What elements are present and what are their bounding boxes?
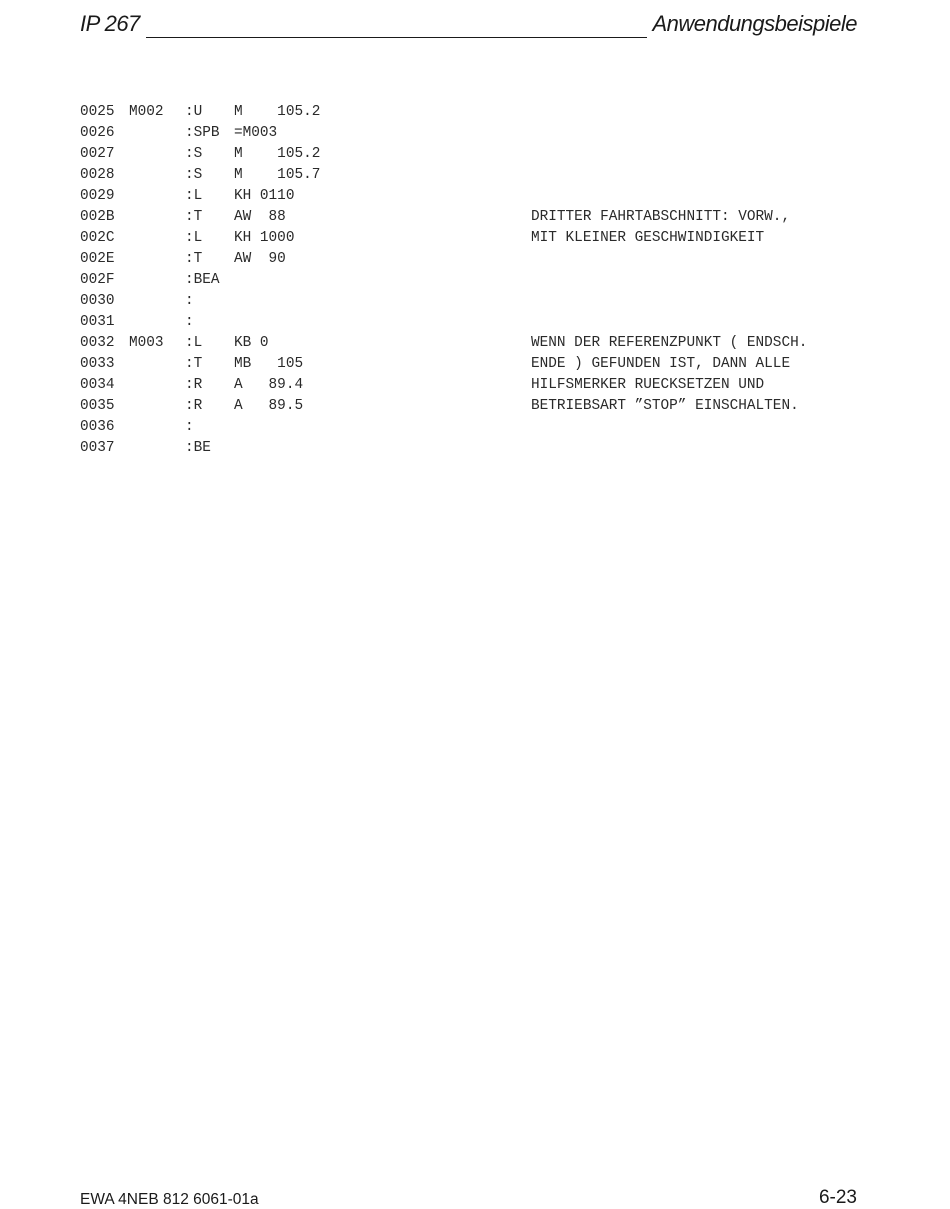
line-address: 0034 [80,377,115,393]
line-comment: HILFSMERKER RUECKSETZEN UND [531,377,765,393]
line-address: 0026 [80,125,115,141]
line-address: 002C [80,230,115,246]
line-operation: :SPB [185,125,220,141]
listing-line [80,312,870,333]
line-address: 002B [80,209,115,225]
header-rule [146,7,648,38]
line-address: 002E [80,251,115,267]
line-address: 0028 [80,167,115,183]
line-operand: AW 88 [234,209,286,225]
listing-line [80,354,870,375]
line-address: 0029 [80,188,115,204]
line-operand: M 105.2 [234,104,321,120]
line-address: 0037 [80,440,115,456]
line-operation: : [185,419,194,435]
line-operation: :R [185,398,203,414]
line-operand: KB 0 [234,335,269,351]
line-address: 0030 [80,293,115,309]
line-operand: AW 90 [234,251,286,267]
header-product-title: IP 267 [80,11,140,36]
line-operation: :BE [185,440,211,456]
line-address: 0036 [80,419,115,435]
line-operand: =M003 [234,125,278,141]
line-operand: M 105.7 [234,167,321,183]
listing-line [80,123,870,144]
line-operation: :T [185,209,203,225]
line-operation: :U [185,104,203,120]
footer-doc-number: EWA 4NEB 812 6061-01a [80,1191,259,1208]
listing-line [80,165,870,186]
line-operation: : [185,314,194,330]
listing-line [80,186,870,207]
line-comment: MIT KLEINER GESCHWINDIGKEIT [531,230,765,246]
line-comment: ENDE ) GEFUNDEN IST, DANN ALLE [531,356,791,372]
page-header [80,6,857,38]
line-operand: M 105.2 [234,146,321,162]
line-comment: BETRIEBSART ”STOP” EINSCHALTEN. [531,398,799,414]
listing-line [80,270,870,291]
line-operation: :L [185,188,203,204]
program-listing [80,102,870,459]
listing-line [80,249,870,270]
line-address: 002F [80,272,115,288]
line-address: 0027 [80,146,115,162]
listing-line [80,207,870,228]
line-operation: :T [185,356,203,372]
line-operand: MB 105 [234,356,304,372]
listing-line [80,102,870,123]
line-operand: KH 0110 [234,188,295,204]
listing-line [80,396,870,417]
line-operation: :R [185,377,203,393]
line-label: M003 [129,335,164,351]
line-address: 0032 [80,335,115,351]
line-comment: DRITTER FAHRTABSCHNITT: VORW., [531,209,791,225]
line-address: 0035 [80,398,115,414]
header-section-title: Anwendungsbeispiele [652,11,857,36]
line-operation: :L [185,230,203,246]
line-operand: KH 1000 [234,230,295,246]
line-address: 0025 [80,104,115,120]
listing-line [80,375,870,396]
footer-page-number: 6-23 [818,1187,857,1208]
line-operand: A 89.4 [234,377,304,393]
line-operation: :BEA [185,272,220,288]
line-address: 0033 [80,356,115,372]
line-operation: :T [185,251,203,267]
line-operation: :S [185,146,203,162]
listing-line [80,333,870,354]
line-operation: :L [185,335,203,351]
listing-line [80,228,870,249]
line-operation: :S [185,167,203,183]
listing-line [80,144,870,165]
listing-line [80,438,870,459]
listing-line [80,417,870,438]
line-operand: A 89.5 [234,398,304,414]
line-address: 0031 [80,314,115,330]
line-comment: WENN DER REFERENZPUNKT ( ENDSCH. [531,335,808,351]
listing-line [80,291,870,312]
line-operation: : [185,293,194,309]
line-label: M002 [129,104,164,120]
